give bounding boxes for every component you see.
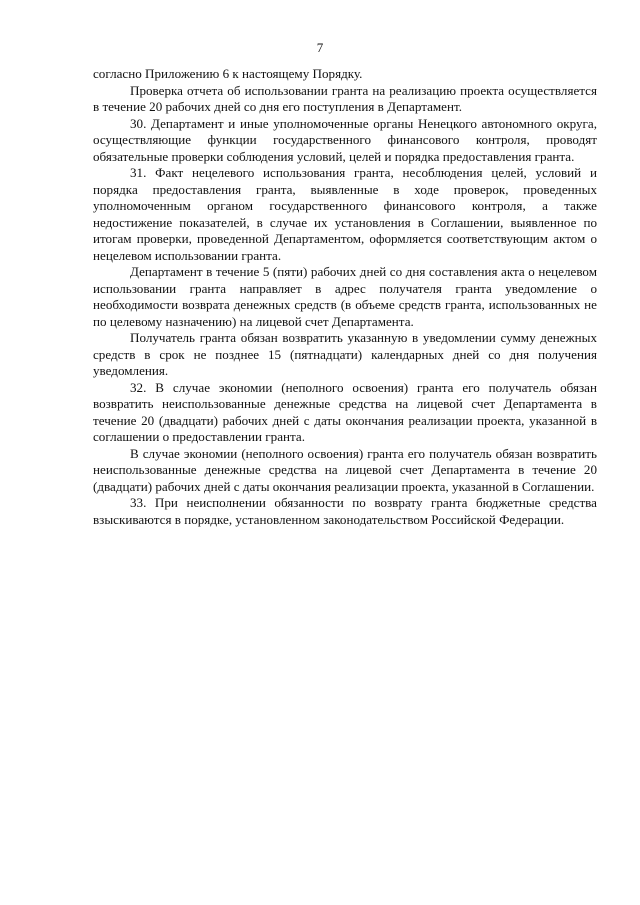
paragraph-item-31: 31. Факт нецелевого использования гранта, несоблюдения целей, условий и порядка предоставления гранта, выявленные в ходе проверок, проведенных уполномоченным органом государственного финансового контроля, а также недостижение показателей, в случае их установления в Соглашении, выявленное по итогам проверки, проведенной Департаментом, оформляется соответствующим актом о нецелевом использовании гранта. (93, 165, 597, 263)
paragraph-notification: Департамент в течение 5 (пяти) рабочих дней со дня составления акта о нецелевом использовании гранта направляет в адрес получателя гранта уведомление о необходимости возврата денежных средств (в объеме средств гранта, использованных не по целевому назначению) на лицевой счет Департамента. (93, 264, 597, 329)
paragraph-report-check: Проверка отчета об использовании гранта на реализацию проекта осуществляется в течение 20 рабочих дней со дня его поступления в Департамент. (93, 82, 597, 114)
paragraph-item-32: 32. В случае экономии (неполного освоения) гранта его получатель обязан возвратить неиспользованные денежные средства на лицевой счет Департамента в течение 20 (двадцати) рабочих дней с даты окончания реализации проекта, указанной в соглашении о предоставлении гранта. (93, 379, 597, 444)
paragraph-continuation: согласно Приложению 6 к настоящему Порядку. (93, 66, 363, 81)
paragraph-refund-deadline: Получатель гранта обязан возвратить указанную в уведомлении сумму денежных средств в срок не позднее 15 (пятнадцати) календарных дней со дня получения уведомления. (93, 330, 597, 378)
paragraph-savings-refund: В случае экономии (неполного освоения) гранта его получатель обязан возвратить неиспользованные денежные средства на лицевой счет Департамента в течение 20 (двадцати) рабочих дней с даты окончания реализации проекта, указанной в Соглашении. (93, 445, 597, 494)
document-body (93, 66, 597, 528)
paragraph-item-33: 33. При неисполнении обязанности по возврату гранта бюджетные средства взыскиваются в порядке, установленном законодательством Российской Федерации. (93, 495, 597, 527)
paragraph-item-30: 30. Департамент и иные уполномоченные органы Ненецкого автономного округа, осуществляющие функции государственного финансового контроля, проводят обязательные проверки соблюдения условий, целей и порядка предоставления гранта. (93, 115, 597, 164)
page-number: 7 (316, 40, 324, 55)
